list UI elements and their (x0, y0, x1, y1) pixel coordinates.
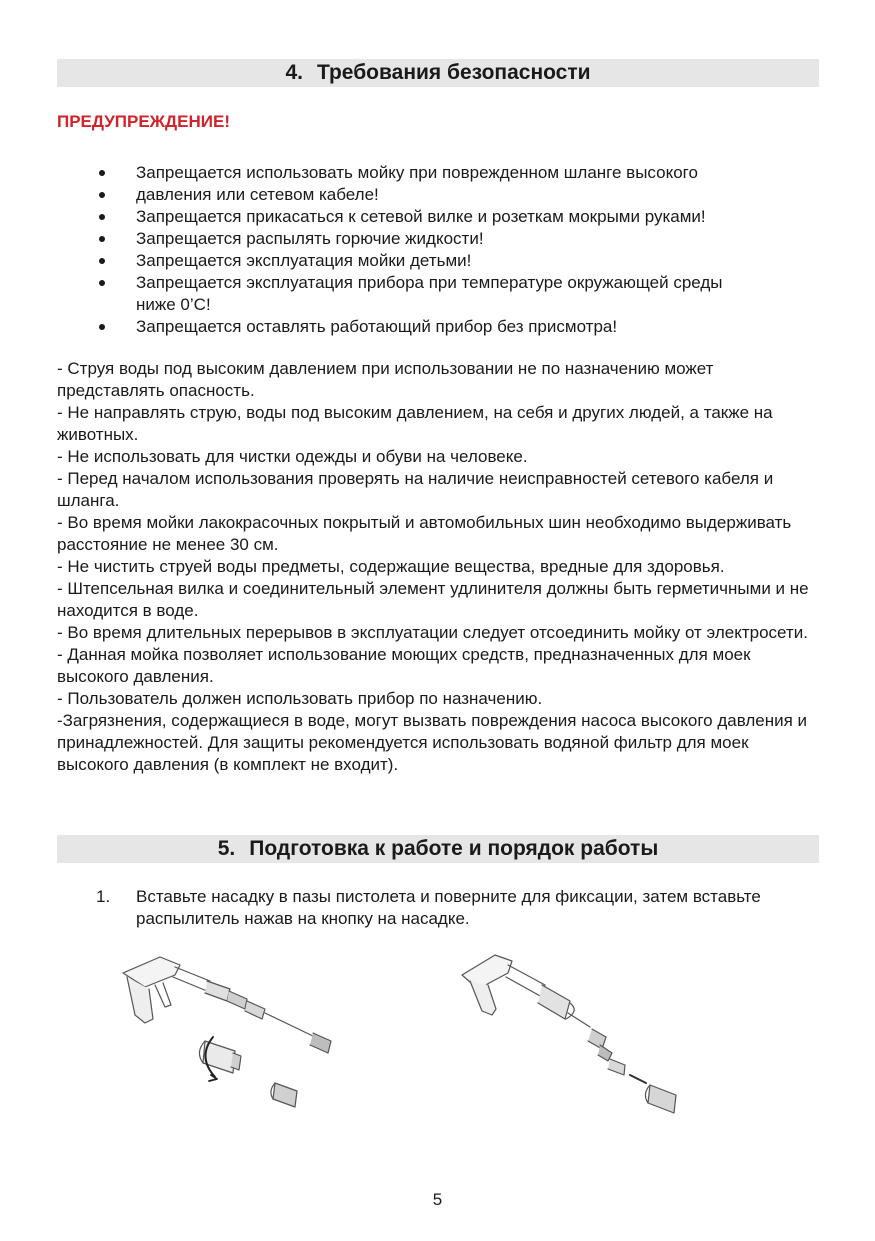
paragraph: - Не направлять струю, воды под высоким давлением, на себя и других людей, а также на животных. (57, 403, 773, 444)
page-number: 5 (432, 1190, 443, 1209)
step-text: Вставьте насадку в пазы пистолета и поверните для фиксации, затем вставьте распылитель нажав на кнопку на насадке. (136, 887, 761, 928)
section-5-title: Подготовка к работе и порядок работы (249, 837, 659, 860)
paragraph: - Перед началом использования проверять на наличие неисправностей сетевого кабеля и шланга. (57, 469, 774, 510)
steps-list (96, 886, 816, 930)
section-5-number: 5. (217, 837, 236, 860)
section-4-title: Требования безопасности (316, 61, 591, 84)
list-item: Запрещается эксплуатация прибора при температуре окружающей среды (96, 272, 816, 294)
safety-paragraphs (57, 358, 822, 776)
section-5-header (57, 835, 819, 863)
paragraph: - Штепсельная вилка и соединительный элемент удлинителя должны быть герметичными и не находится в воде. (57, 579, 809, 620)
section-4-number: 4. (285, 61, 303, 84)
list-item: Запрещается эксплуатация мойки детьми! (96, 250, 816, 272)
paragraph: - Во время длительных перерывов в эксплуатации следует отсоединить мойку от электросети. (57, 623, 808, 642)
paragraph: - Не использовать для чистки одежды и обуви на человеке. (57, 447, 528, 466)
step-item (96, 886, 816, 930)
list-item: Запрещается оставлять работающий прибор без присмотра! (96, 316, 816, 338)
paragraph: - Струя воды под высоким давлением при использовании не по назначению может представлять опасность. (57, 359, 714, 400)
list-item: Запрещается распылять горючие жидкости! (96, 228, 816, 250)
paragraph: - Во время мойки лакокрасочных покрытый и автомобильных шин необходимо выдерживать расстояние не менее 30 см. (57, 513, 792, 554)
section-4-header (57, 59, 819, 87)
list-item: давления или сетевом кабеле! (96, 184, 816, 206)
paragraph: -Загрязнения, содержащиеся в воде, могут вызвать повреждения насоса высокого давления и принадлежностей. Для защиты рекомендуется использовать водяной фильтр для моек высокого давления (в комплект не входит). (57, 711, 808, 774)
step-number: 1. (96, 887, 111, 906)
list-item: Запрещается прикасаться к сетевой вилке и розеткам мокрыми руками! (96, 206, 816, 228)
prohibition-list (96, 162, 816, 338)
list-item: Запрещается использовать мойку при поврежденном шланге высокого (96, 162, 816, 184)
paragraph: - Пользователь должен использовать прибор по назначению. (57, 689, 543, 708)
list-item: ниже 0’С! (136, 295, 211, 314)
warning-heading: ПРЕДУПРЕЖДЕНИЕ! (57, 112, 230, 131)
paragraph: - Не чистить струей воды предметы, содержащие вещества, вредные для здоровья. (57, 557, 725, 576)
nozzle-attach-illustration (105, 945, 345, 1115)
spray-tip-illustration (450, 945, 700, 1130)
paragraph: - Данная мойка позволяет использование моющих средств, предназначенных для моек высокого давления. (57, 645, 751, 686)
